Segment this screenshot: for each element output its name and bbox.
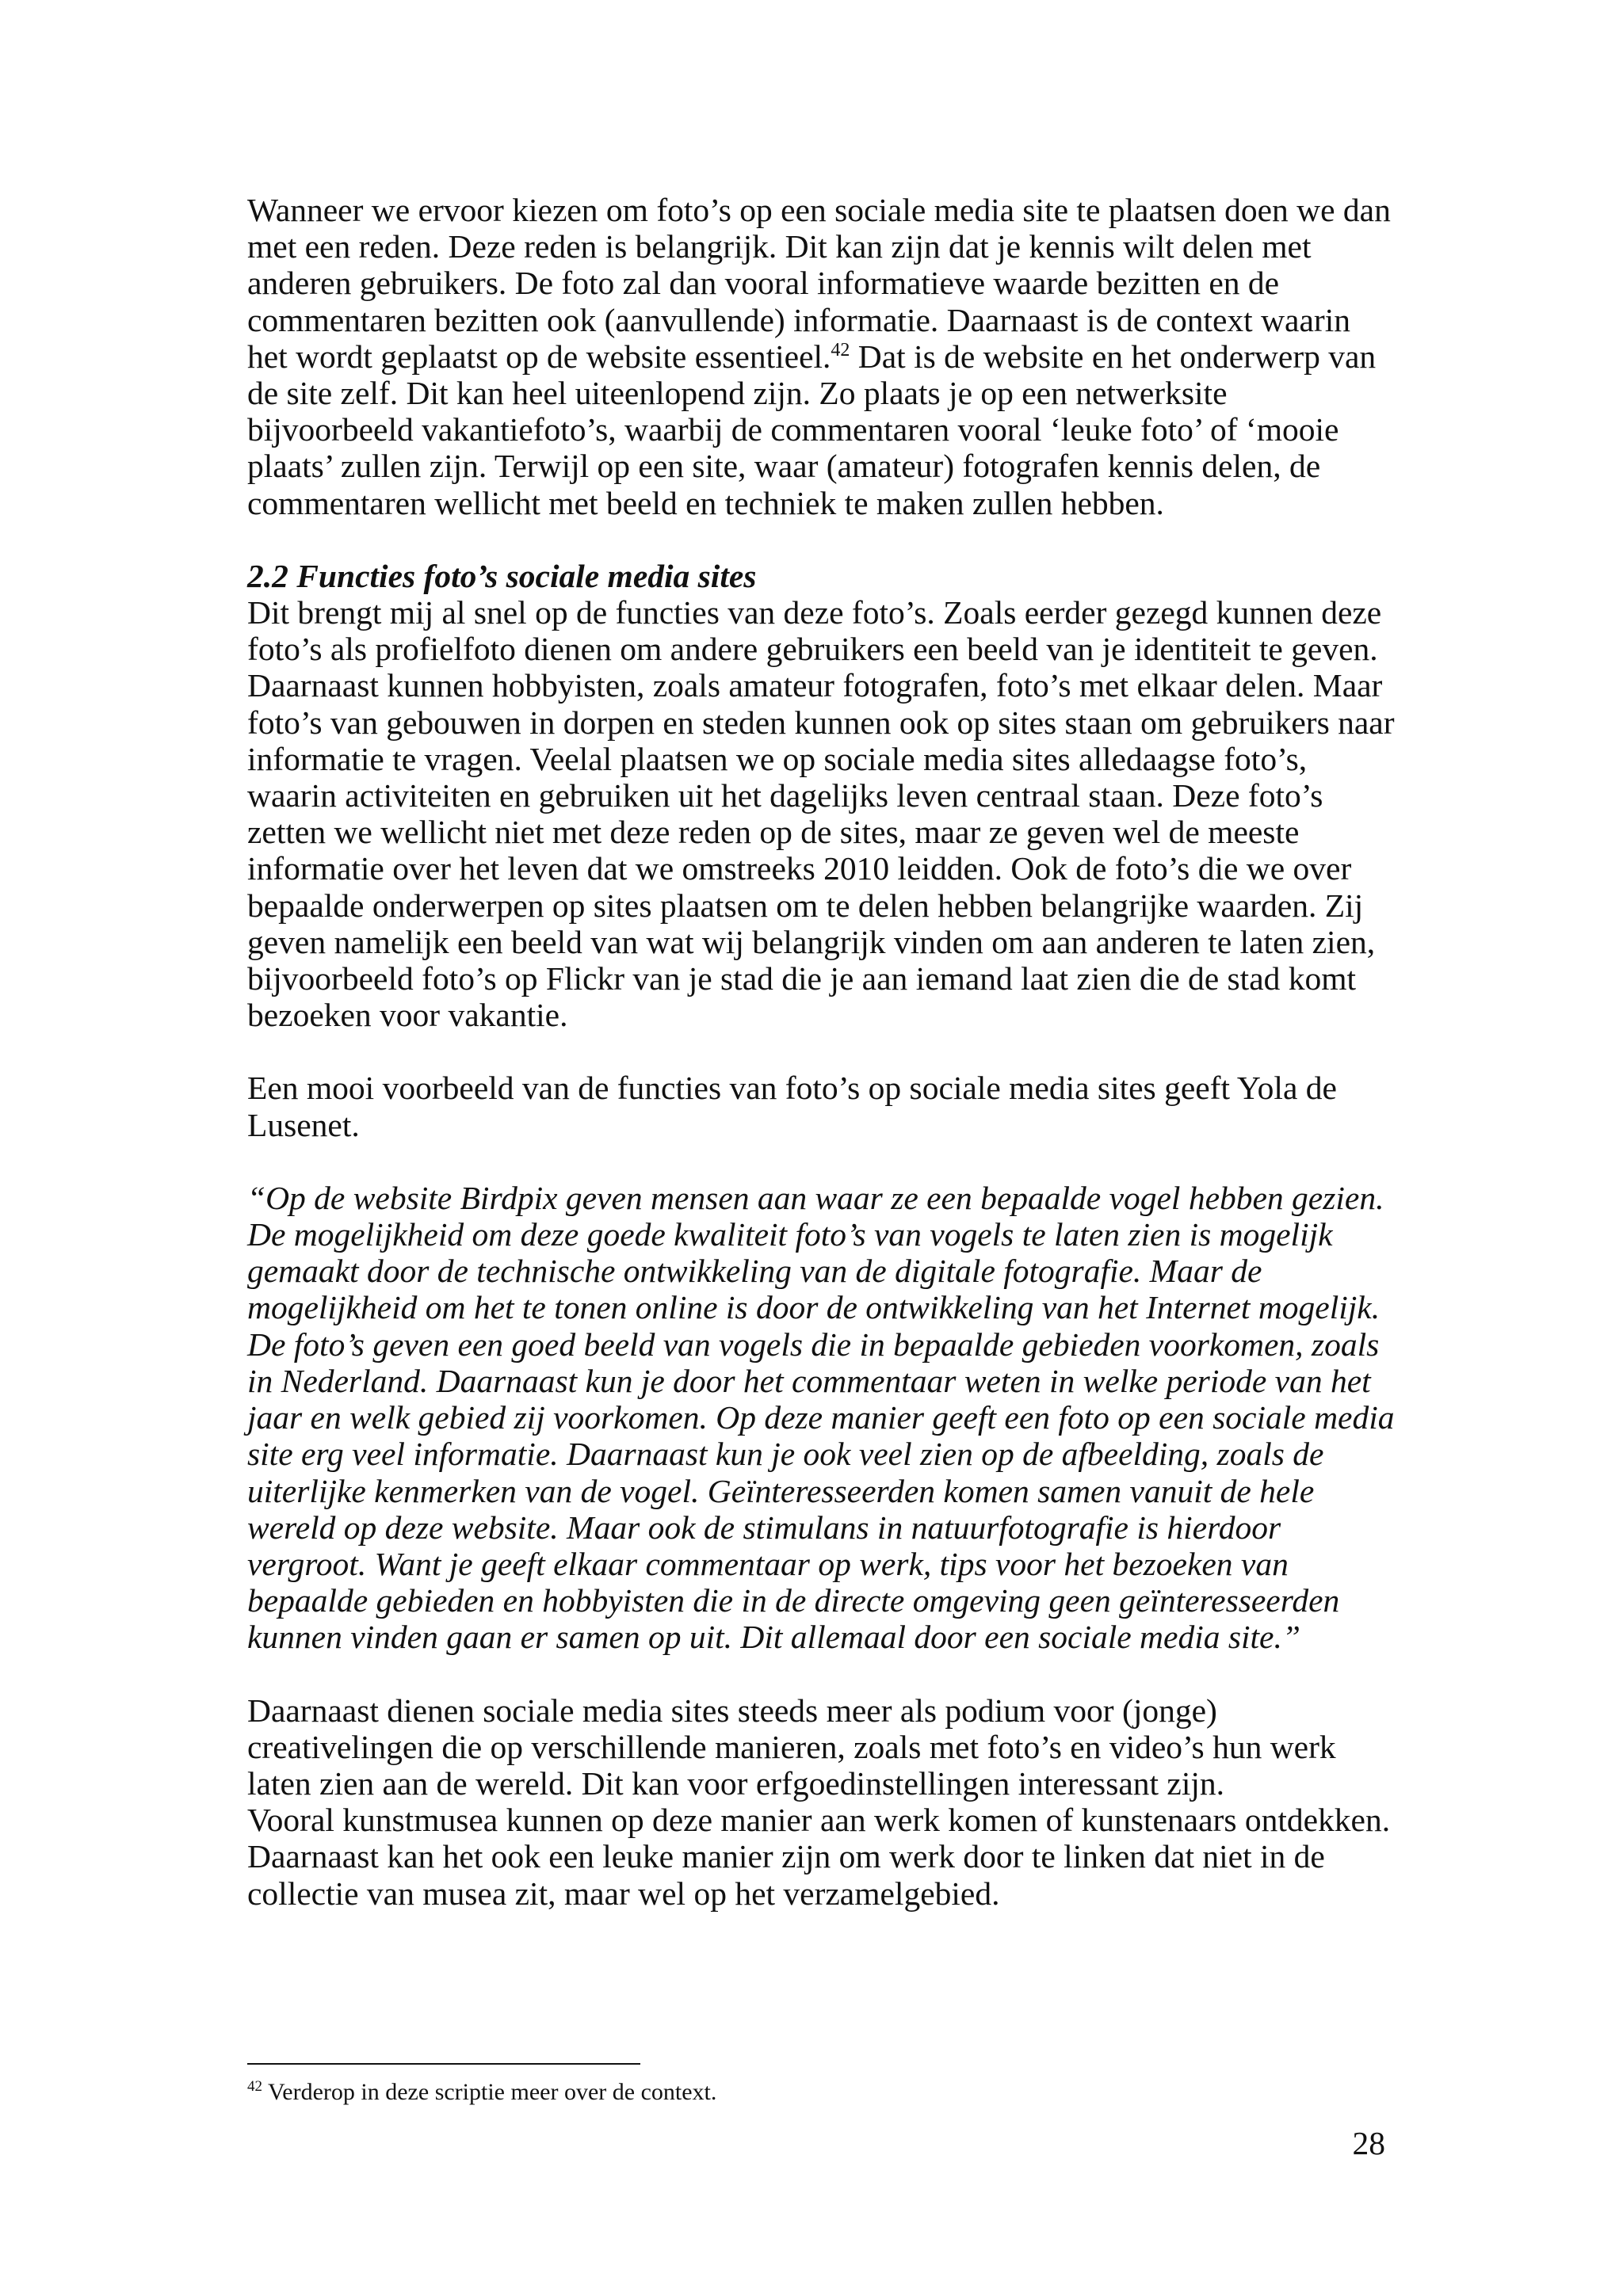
paragraph-functions: Dit brengt mij al snel op de functies van deze foto’s. Zoals eerder gezegd kunnen deze foto’s als profielfoto dienen om andere gebruikers een beeld van je identiteit te geven. Daarnaast kunnen hobbyisten, zoals amateur fotografen, foto’s met elkaar delen. Maar foto’s van gebouwen in dorpen en steden kunnen ook op sites staan om gebruikers naar informatie te vragen. Veelal plaatsen we op sociale media sites alledaagse foto’s, waarin activiteiten en gebruiken uit het dagelijks leven centraal staan. Deze foto’s zetten we wellicht niet met deze reden op de sites, maar ze geven wel de meeste informatie over het leven dat we omstreeks 2010 leidden. Ook de foto’s die we over bepaalde onderwerpen op sites plaatsen om te delen hebben belangrijke waarden. Zij geven namelijk een beeld van wat wij belangrijk vinden om aan anderen te laten zien, bijvoorbeeld foto’s op Flickr van je stad die je aan iemand laat zien die de stad komt bezoeken voor vakantie.: [247, 594, 1395, 1034]
paragraph-context-text-continued: Dat is de website en het onderwerp van de site zelf. Dit kan heel uiteenlopend zijn. Zo plaats je op een netwerksite bijvoorbeeld vakantiefoto’s, waarbij de commentaren vooral ‘leuke foto’ of ‘mooie plaats’ zullen zijn. Terwijl op een site, waar (amateur) fotografen kennis delen, de commentaren wellicht met beeld en techniek te maken zullen hebben.: [247, 338, 1377, 521]
paragraph-podium-text: Daarnaast dienen sociale media sites steeds meer als podium voor (jonge) creativelingen die op verschillende manieren, zoals met foto’s en video’s hun werk laten zien aan de wereld. Dit kan voor erfgoedinstellingen interessant zijn.: [247, 1691, 1336, 1802]
section-heading: 2.2 Functies foto’s sociale media sites: [247, 557, 757, 594]
paragraph-podium: [247, 1692, 1396, 1912]
footnote-divider: [247, 2063, 640, 2065]
paragraph-podium-text-continued: Vooral kunstmusea kunnen op deze manier aan werk komen of kunstenaars ontdekken. Daarnaast kan het ook een leuke manier zijn om werk door te linken dat niet in de collectie van musea zit, maar wel op het verzamelgebied.: [247, 1802, 1391, 1912]
footnote: [247, 2079, 716, 2106]
footnote-reference: 42: [831, 339, 850, 360]
body-text: [247, 192, 1396, 1912]
footnote-number: 42: [247, 2078, 262, 2095]
block-quote: “Op de website Birdpix geven mensen aan waar ze een bepaalde vogel hebben gezien. De mogelijkheid om deze goede kwaliteit foto’s van vogels te laten zien is mogelijk gemaakt door de technische ontwikkeling van de digitale fotografie. Maar de mogelijkheid om het te tonen online is door de ontwikkeling van het Internet mogelijk. De foto’s geven een goed beeld van vogels die in bepaalde gebieden voorkomen, zoals in Nederland. Daarnaast kun je door het commentaar weten in welke periode van het jaar en welk gebied zij voorkomen. Op deze manier geeft een foto op een sociale media site erg veel informatie. Daarnaast kun je ook veel zien op de afbeelding, zoals de uiterlijke kenmerken van de vogel. Geïnteresseerden komen samen vanuit de hele wereld op deze website. Maar ook de stimulans in natuurfotografie is hierdoor vergroot. Want je geeft elkaar commentaar op werk, tips voor het bezoeken van bepaalde gebieden en hobbyisten die in de directe omgeving geen geïnteresseerden kunnen vinden gaan er samen op uit. Dit allemaal door een sociale media site.”: [247, 1179, 1395, 1656]
paragraph-context: [247, 192, 1396, 521]
page-number: 28: [1352, 2125, 1385, 2161]
footnote-text: Verderop in deze scriptie meer over de context.: [262, 2079, 717, 2105]
paragraph-example-intro: Een mooi voorbeeld van de functies van foto’s op sociale media sites geeft Yola de Lusenet.: [247, 1070, 1337, 1143]
paragraph-context-text: Wanneer we ervoor kiezen om foto’s op een sociale media site te plaatsen doen we dan met een reden. Deze reden is belangrijk. Dit kan zijn dat je kennis wilt delen met anderen gebruikers. De foto zal dan vooral informatieve waarde bezitten en de commentaren bezitten ook (aanvullende) informatie. Daarnaast is de context waarin het wordt geplaatst op de website essentieel.: [247, 192, 1391, 375]
